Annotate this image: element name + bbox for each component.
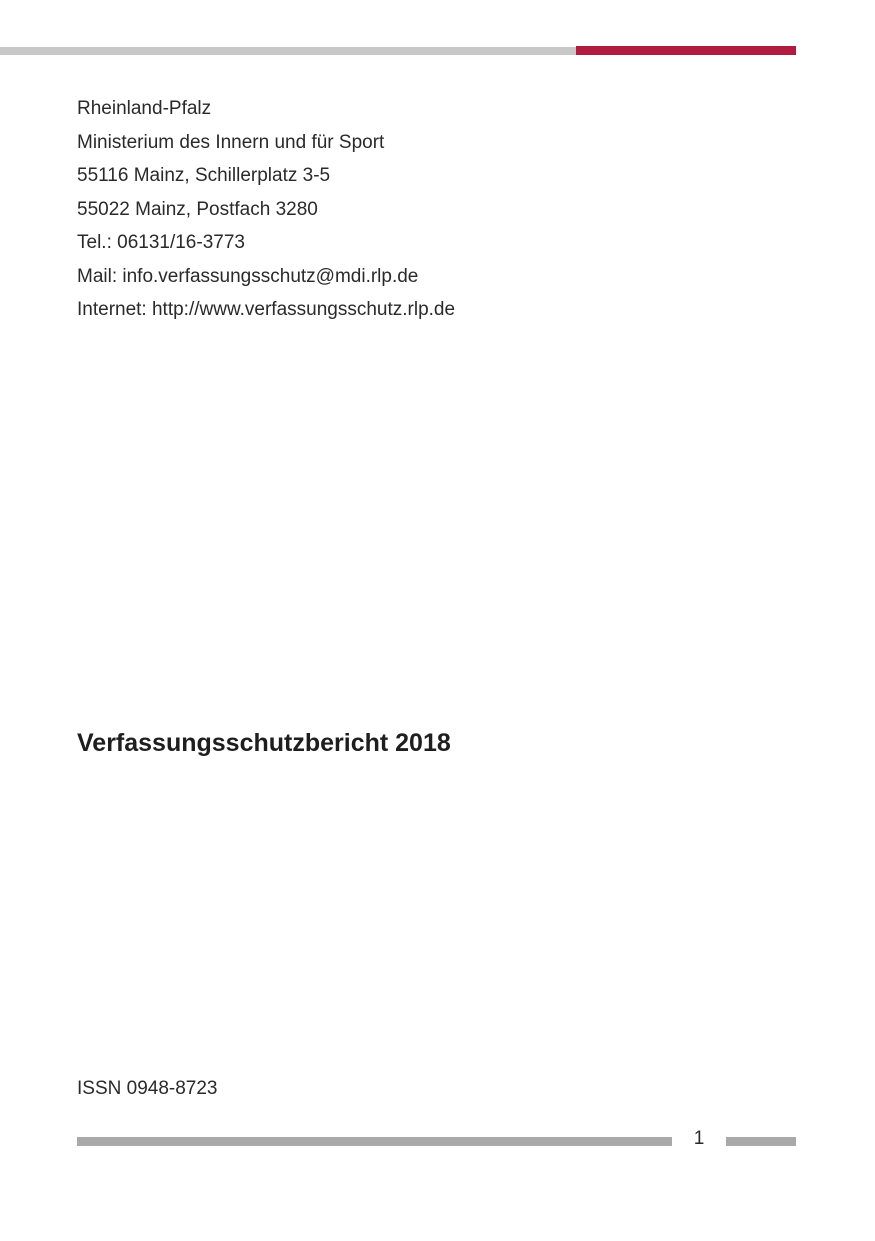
- address-line-state: Rheinland-Pfalz: [77, 98, 212, 119]
- address-line-ministry: Ministerium des Innern und für Sport: [77, 131, 385, 153]
- address-line-pobox: 55022 Mainz, Postfach 3280: [77, 198, 318, 220]
- header-bar-red: [576, 46, 796, 55]
- header-bar-gray: [0, 47, 576, 55]
- address-line-phone: Tel.: 06131/16-3773: [77, 232, 245, 253]
- footer-bar-left: [77, 1137, 672, 1146]
- issn-number: ISSN 0948-8723: [77, 1078, 218, 1099]
- page-number: 1: [693, 1128, 705, 1149]
- address-block: [77, 92, 777, 327]
- footer-bar-right: [726, 1137, 796, 1146]
- document-title: Verfassungsschutzbericht 2018: [77, 729, 451, 757]
- address-line-street: 55116 Mainz, Schillerplatz 3-5: [77, 165, 331, 186]
- address-line-mail: Mail: info.verfassungsschutz@mdi.rlp.de: [77, 265, 419, 287]
- address-line-internet: Internet: http://www.verfassungsschutz.rlp.de: [77, 299, 456, 320]
